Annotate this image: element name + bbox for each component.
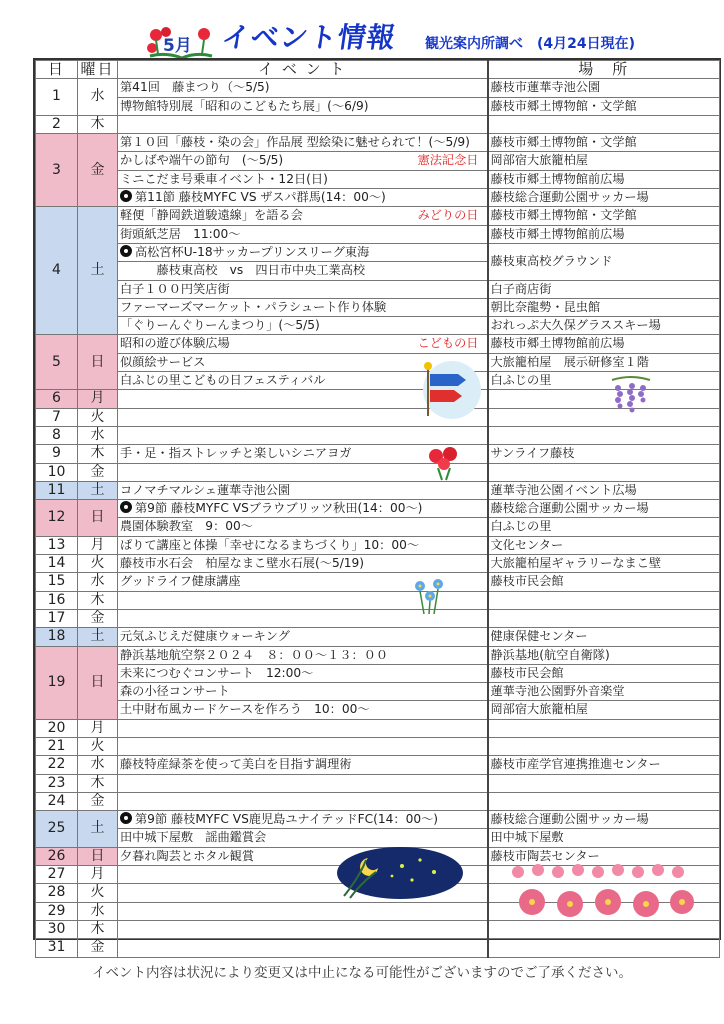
- day-number: 15: [36, 573, 78, 591]
- event-cell: [118, 518, 488, 536]
- event-cell: [118, 920, 488, 938]
- event-cell: [118, 646, 488, 664]
- place-cell: [488, 115, 720, 133]
- day-of-week: 月: [78, 536, 118, 554]
- event-text: 白子１００円笑店街: [120, 281, 230, 296]
- place-cell: 藤枝総合運動公園サッカー場: [488, 811, 720, 829]
- event-text: ミニこだま号乗車イベント・12日(日): [120, 171, 328, 186]
- place-cell: [488, 408, 720, 426]
- event-text: 第9節 藤枝MYFC VS鹿児島ユナイテッドFC(14：00～): [135, 812, 439, 827]
- place-cell: 静浜基地(航空自衛隊): [488, 646, 720, 664]
- place-cell: 大旅籠柏屋 展示研修室１階: [488, 353, 720, 371]
- day-number: 23: [36, 774, 78, 792]
- day-number: 8: [36, 426, 78, 444]
- day-number: 10: [36, 463, 78, 481]
- table-row: [36, 426, 720, 444]
- day-number: 14: [36, 555, 78, 573]
- place-cell: 健康保健センター: [488, 628, 720, 646]
- day-number: 22: [36, 756, 78, 774]
- day-of-week: 火: [78, 555, 118, 573]
- day-number: 18: [36, 628, 78, 646]
- event-cell: [118, 426, 488, 444]
- day-of-week: 金: [78, 463, 118, 481]
- event-cell: [118, 555, 488, 573]
- table-row: [36, 207, 720, 225]
- day-number: 29: [36, 902, 78, 920]
- day-number: 3: [36, 134, 78, 207]
- event-text: 元気ふじえだ健康ウォーキング: [120, 629, 290, 644]
- day-of-week: 日: [78, 847, 118, 865]
- event-cell: [118, 481, 488, 499]
- event-text: 田中城下屋敷 謡曲鑑賞会: [120, 830, 267, 845]
- place-cell: 藤枝市蓮華寺池公園: [488, 79, 720, 97]
- place-cell: [488, 719, 720, 737]
- event-text: 農園体験教室 9：00～: [120, 519, 253, 534]
- event-cell: [118, 536, 488, 554]
- soccer-ball-icon: [120, 812, 132, 824]
- event-cell: [118, 811, 488, 829]
- event-text: 手・足・指ストレッチと楽しいシニアヨガ: [120, 446, 352, 461]
- place-cell: [488, 591, 720, 609]
- place-cell: 藤枝市郷土博物館・文学館: [488, 97, 720, 115]
- event-text: 土中財布風カードケースを作ろう 10：00～: [120, 702, 370, 717]
- day-of-week: 水: [78, 426, 118, 444]
- day-number: 11: [36, 481, 78, 499]
- event-text: ぱりて講座と体操「幸せになるまちづくり」10：00～: [120, 537, 420, 552]
- event-text: 白ふじの里こどもの日フェスティバル: [120, 373, 326, 388]
- place-cell: 文化センター: [488, 536, 720, 554]
- day-number: 16: [36, 591, 78, 609]
- place-cell: 藤枝総合運動公園サッカー場: [488, 189, 720, 207]
- table-row: [36, 591, 720, 609]
- place-cell: 藤枝市産学官連携推進センター: [488, 756, 720, 774]
- table-row: [36, 756, 720, 774]
- day-number: 4: [36, 207, 78, 335]
- table-row: [36, 280, 720, 298]
- event-cell: [118, 683, 488, 701]
- day-number: 26: [36, 847, 78, 865]
- event-cell: [118, 79, 488, 97]
- header-event: イ ベ ン ト: [118, 61, 488, 79]
- day-of-week: 金: [78, 939, 118, 957]
- day-of-week: 木: [78, 115, 118, 133]
- table-row: [36, 719, 720, 737]
- place-cell: 藤枝市民会館: [488, 664, 720, 682]
- table-row: [36, 445, 720, 463]
- event-cell: [118, 207, 488, 225]
- day-of-week: 木: [78, 591, 118, 609]
- place-cell: 朝比奈龍勢・昆虫館: [488, 298, 720, 316]
- event-text: 藤枝東高校 vs 四日市中央工業高校: [120, 263, 366, 278]
- day-number: 17: [36, 609, 78, 627]
- header-day: 日: [36, 61, 78, 79]
- place-cell: 藤枝市民会館: [488, 573, 720, 591]
- place-cell: おれっぷ大久保グラススキー場: [488, 317, 720, 335]
- table-header-row: [36, 61, 720, 79]
- event-cell: [118, 298, 488, 316]
- day-of-week: 金: [78, 134, 118, 207]
- place-cell: 蓮華寺池公園野外音楽堂: [488, 683, 720, 701]
- soccer-ball-icon: [120, 245, 132, 257]
- event-text: 第9節 藤枝MYFC VSブラウブリッツ秋田(14：00～): [135, 501, 423, 516]
- day-number: 9: [36, 445, 78, 463]
- day-of-week: 金: [78, 609, 118, 627]
- table-row: [36, 189, 720, 207]
- holiday-label: こどもの日: [417, 336, 479, 351]
- holiday-label: 憲法記念日: [417, 153, 479, 168]
- event-text: 博物館特別展「昭和のこどもたち展」(～6/9): [120, 98, 369, 113]
- table-row: [36, 134, 720, 152]
- place-cell: 田中城下屋敷: [488, 829, 720, 847]
- place-cell: 白ふじの里: [488, 518, 720, 536]
- day-number: 31: [36, 939, 78, 957]
- place-cell: [488, 920, 720, 938]
- header-place: 場 所: [488, 61, 720, 79]
- day-of-week: 木: [78, 445, 118, 463]
- event-cell: [118, 134, 488, 152]
- table-row: [36, 811, 720, 829]
- event-cell: [118, 500, 488, 518]
- source-note: 観光案内所調べ (4月24日現在): [425, 36, 636, 52]
- event-text: ファーマーズマーケット・パラシュート作り体験: [120, 299, 387, 314]
- event-text: 似顔絵サービス: [120, 354, 206, 369]
- event-cell: [118, 774, 488, 792]
- table-row: [36, 97, 720, 115]
- event-table: [35, 60, 720, 958]
- event-calendar: [33, 58, 721, 956]
- event-cell: [118, 97, 488, 115]
- day-number: 24: [36, 792, 78, 810]
- event-text: 昭和の遊び体験広場: [120, 336, 230, 351]
- day-of-week: 木: [78, 774, 118, 792]
- place-cell: 藤枝市郷土博物館前広場: [488, 225, 720, 243]
- day-of-week: 木: [78, 920, 118, 938]
- event-cell: [118, 262, 488, 280]
- event-text: 森の小径コンサート: [120, 684, 230, 699]
- event-cell: [118, 939, 488, 957]
- event-text: コノマチマルシェ蓮華寺池公園: [120, 482, 291, 497]
- place-cell: 藤枝東高校グラウンド: [488, 243, 720, 280]
- carnation-bouquet-icon: [424, 446, 464, 482]
- table-row: [36, 152, 720, 170]
- table-row: [36, 792, 720, 810]
- table-row: [36, 609, 720, 627]
- day-of-week: 火: [78, 408, 118, 426]
- footer-note: イベント内容は状況により変更又は中止になる可能性がございますのでご了承ください。: [92, 965, 632, 981]
- day-of-week: 月: [78, 390, 118, 408]
- table-row: [36, 664, 720, 682]
- day-number: 6: [36, 390, 78, 408]
- event-cell: [118, 719, 488, 737]
- place-cell: 白ふじの里: [488, 372, 720, 390]
- event-text: 未来につむぐコンサート 12:00～: [120, 665, 314, 680]
- event-text: グッドライフ健康講座: [120, 574, 241, 589]
- event-cell: [118, 189, 488, 207]
- event-cell: [118, 756, 488, 774]
- day-number: 28: [36, 884, 78, 902]
- page-title: イベント情報: [219, 21, 399, 54]
- day-number: 13: [36, 536, 78, 554]
- place-cell: 大旅籠柏屋ギャラリーなまこ壁: [488, 555, 720, 573]
- day-number: 1: [36, 79, 78, 116]
- firefly-night-icon: [336, 846, 464, 900]
- table-row: [36, 920, 720, 938]
- table-row: [36, 353, 720, 371]
- place-cell: [488, 774, 720, 792]
- place-cell: [488, 609, 720, 627]
- event-cell: [118, 829, 488, 847]
- table-row: [36, 518, 720, 536]
- event-cell: [118, 902, 488, 920]
- event-text: 「ぐりーんぐりーんまつり」(～5/5): [120, 318, 320, 333]
- table-row: [36, 243, 720, 261]
- table-row: [36, 774, 720, 792]
- day-number: 25: [36, 811, 78, 848]
- day-of-week: 月: [78, 866, 118, 884]
- table-row: [36, 573, 720, 591]
- header: [0, 0, 724, 58]
- place-cell: 藤枝総合運動公園サッカー場: [488, 500, 720, 518]
- place-cell: [488, 463, 720, 481]
- table-row: [36, 463, 720, 481]
- place-cell: 岡部宿大旅籠柏屋: [488, 152, 720, 170]
- place-cell: 岡部宿大旅籠柏屋: [488, 701, 720, 719]
- holiday-label: みどりの日: [417, 208, 479, 223]
- table-row: [36, 829, 720, 847]
- day-of-week: 土: [78, 811, 118, 848]
- table-row: [36, 646, 720, 664]
- place-cell: [488, 426, 720, 444]
- table-row: [36, 555, 720, 573]
- month-label: 5月: [163, 36, 192, 56]
- event-cell: [118, 335, 488, 353]
- pink-flowers-icon: [508, 860, 696, 922]
- day-number: 21: [36, 737, 78, 755]
- event-cell: [118, 317, 488, 335]
- day-of-week: 月: [78, 719, 118, 737]
- event-cell: [118, 243, 488, 261]
- blue-flowers-icon: [408, 574, 452, 618]
- day-number: 19: [36, 646, 78, 719]
- place-cell: [488, 939, 720, 957]
- table-row: [36, 335, 720, 353]
- table-row: [36, 481, 720, 499]
- table-row: [36, 115, 720, 133]
- place-cell: 藤枝市郷土博物館・文学館: [488, 207, 720, 225]
- event-text: 軽便「静岡鉄道駿遠線」を語る会: [120, 208, 303, 223]
- event-cell: [118, 115, 488, 133]
- event-cell: [118, 170, 488, 188]
- day-of-week: 火: [78, 884, 118, 902]
- event-text: 藤枝特産緑茶を使って美白を目指す調理術: [120, 757, 352, 772]
- soccer-ball-icon: [120, 190, 132, 202]
- table-row: [36, 225, 720, 243]
- day-number: 27: [36, 866, 78, 884]
- place-cell: [488, 737, 720, 755]
- table-row: [36, 536, 720, 554]
- event-cell: [118, 737, 488, 755]
- event-text: 第１０回「藤枝・染の会」作品展 型絵染に魅せられて！(～5/9): [120, 135, 470, 150]
- header-dow: 曜日: [78, 61, 118, 79]
- event-text: 高松宮杯U-18サッカープリンスリーグ東海: [135, 244, 370, 259]
- event-cell: [118, 664, 488, 682]
- koinobori-icon: [414, 360, 490, 420]
- table-row: [36, 628, 720, 646]
- event-cell: [118, 152, 488, 170]
- table-row: [36, 170, 720, 188]
- event-cell: [118, 225, 488, 243]
- table-row: [36, 317, 720, 335]
- wisteria-icon: [608, 374, 654, 420]
- day-of-week: 金: [78, 792, 118, 810]
- place-cell: 白子商店街: [488, 280, 720, 298]
- place-cell: 藤枝市陶芸センター: [488, 847, 720, 865]
- soccer-ball-icon: [120, 501, 132, 513]
- place-cell: 藤枝市郷土博物館前広場: [488, 335, 720, 353]
- event-text: 第11節 藤枝MYFC VS ザスパ群馬(14：00～): [135, 190, 386, 205]
- place-cell: 藤枝市郷土博物館・文学館: [488, 134, 720, 152]
- day-number: 7: [36, 408, 78, 426]
- event-cell: [118, 628, 488, 646]
- day-number: 20: [36, 719, 78, 737]
- table-row: [36, 500, 720, 518]
- table-row: [36, 298, 720, 316]
- event-cell: [118, 792, 488, 810]
- event-text: 夕暮れ陶芸とホタル観賞: [120, 848, 255, 863]
- place-cell: [488, 792, 720, 810]
- event-text: 藤枝市水石会 柏屋なまこ壁水石展(～5/19): [120, 556, 365, 571]
- event-cell: [118, 701, 488, 719]
- place-cell: 藤枝市郷土博物館前広場: [488, 170, 720, 188]
- table-row: [36, 79, 720, 97]
- place-cell: 蓮華寺池公園イベント広場: [488, 481, 720, 499]
- day-of-week: 日: [78, 500, 118, 537]
- table-row: [36, 683, 720, 701]
- day-of-week: 日: [78, 646, 118, 719]
- place-cell: [488, 390, 720, 408]
- place-cell: サンライフ藤枝: [488, 445, 720, 463]
- day-of-week: 土: [78, 207, 118, 335]
- day-of-week: 水: [78, 79, 118, 116]
- event-text: 第41回 藤まつり（～5/5): [120, 80, 270, 95]
- day-number: 5: [36, 335, 78, 390]
- day-of-week: 水: [78, 573, 118, 591]
- day-of-week: 水: [78, 902, 118, 920]
- day-number: 30: [36, 920, 78, 938]
- event-cell: [118, 280, 488, 298]
- day-number: 12: [36, 500, 78, 537]
- day-of-week: 日: [78, 335, 118, 390]
- day-of-week: 火: [78, 737, 118, 755]
- day-of-week: 土: [78, 628, 118, 646]
- event-text: 静浜基地航空祭２０２４ ８：００～１３：００: [120, 647, 389, 662]
- day-number: 2: [36, 115, 78, 133]
- table-row: [36, 701, 720, 719]
- table-row: [36, 737, 720, 755]
- day-of-week: 水: [78, 756, 118, 774]
- event-text: かしばや端午の節句 (～5/5): [120, 153, 284, 168]
- event-text: 街頭紙芝居 11:00～: [120, 226, 241, 241]
- table-row: [36, 939, 720, 957]
- day-of-week: 土: [78, 481, 118, 499]
